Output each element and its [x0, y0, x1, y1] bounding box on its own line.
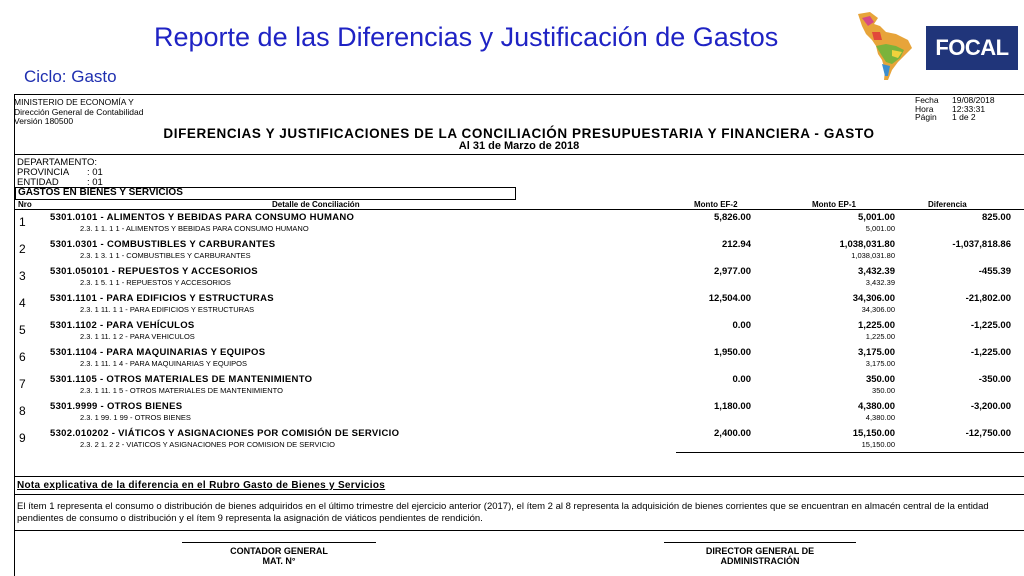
focal-logo: FOCAL — [926, 26, 1018, 70]
amount-ef2: 2,400.00 — [714, 428, 751, 439]
item-subaccount: 2.3. 1 1. 1 1 - ALIMENTOS Y BEBIDAS PARA CONSUMO HUMANO — [80, 224, 309, 233]
item-account: 5301.1102 - PARA VEHÍCULOS — [50, 320, 195, 331]
amount-diferencia: -21,802.00 — [965, 293, 1011, 304]
item-number: 1 — [19, 215, 26, 229]
latin-america-map-logo — [852, 10, 916, 82]
item-number: 9 — [19, 431, 26, 445]
amount-ep1-detail: 3,175.00 — [865, 359, 895, 368]
table-row — [14, 266, 1024, 293]
dept-label: DEPARTAMENTO: — [17, 157, 98, 168]
table-row — [14, 374, 1024, 401]
amount-ep1: 5,001.00 — [858, 212, 895, 223]
amount-diferencia: -455.39 — [978, 266, 1011, 277]
amount-ep1: 3,432.39 — [858, 266, 895, 277]
table-row — [14, 293, 1024, 320]
nota-box — [14, 476, 1024, 576]
slide-title: Reporte de las Diferencias y Justificación de Gastos — [154, 22, 779, 52]
meta-value: 19/08/2018 — [952, 95, 995, 105]
item-subaccount: 2.3. 2 1. 2 2 - VIATICOS Y ASIGNACIONES POR COMISION DE SERVICIO — [80, 440, 335, 449]
amount-ep1-detail: 1,038,031.80 — [851, 251, 895, 260]
dept-label: PROVINCIA — [17, 167, 70, 178]
item-account: 5301.9999 - OTROS BIENES — [50, 401, 183, 412]
header-rule — [14, 154, 1024, 155]
report-meta — [915, 96, 995, 122]
amount-ep1-detail: 5,001.00 — [865, 224, 895, 233]
total-rule — [676, 452, 1024, 453]
amount-ep1-detail: 15,150.00 — [861, 440, 895, 449]
item-number: 6 — [19, 350, 26, 364]
amount-ep1: 34,306.00 — [852, 293, 895, 304]
col-ef2: Monto EF-2 — [694, 200, 738, 209]
col-nro: Nro — [18, 200, 32, 209]
amount-ef2: 12,504.00 — [708, 293, 751, 304]
signature-line1: DIRECTOR GENERAL DE — [705, 546, 815, 556]
item-subaccount: 2.3. 1 11. 1 2 - PARA VEHICULOS — [80, 332, 195, 341]
table-row — [14, 320, 1024, 347]
org-line: Versión 180500 — [14, 116, 74, 126]
item-account: 5301.0101 - ALIMENTOS Y BEBIDAS PARA CONSUMO HUMANO — [50, 212, 355, 223]
org-line: MINISTERIO DE ECONOMÍA Y — [14, 97, 134, 107]
amount-ef2: 0.00 — [732, 320, 751, 331]
item-account: 5301.050101 - REPUESTOS Y ACCESORIOS — [50, 266, 258, 277]
meta-label: Fecha — [915, 95, 939, 105]
signature-director — [664, 542, 856, 566]
amount-ep1-detail: 34,306.00 — [861, 305, 895, 314]
amount-ef2: 5,826.00 — [714, 212, 751, 223]
dept-label: ENTIDAD — [17, 177, 59, 188]
signature-line1: CONTADOR GENERAL — [230, 546, 328, 556]
amount-ef2: 1,950.00 — [714, 347, 751, 358]
amount-ep1: 4,380.00 — [858, 401, 895, 412]
item-account: 5302.010202 - VIÁTICOS Y ASIGNACIONES POR COMISIÓN DE SERVICIO — [50, 428, 400, 439]
item-subaccount: 2.3. 1 99. 1 99 - OTROS BIENES — [80, 413, 191, 422]
amount-ep1: 350.00 — [865, 374, 895, 385]
top-rule — [14, 94, 1024, 95]
department-block — [17, 158, 103, 188]
section-title: GASTOS EN BIENES Y SERVICIOS — [15, 187, 516, 200]
amount-ef2: 0.00 — [732, 374, 751, 385]
item-number: 8 — [19, 404, 26, 418]
item-subaccount: 2.3. 1 11. 1 1 - PARA EDIFICIOS Y ESTRUCTURAS — [80, 305, 255, 314]
col-ep1: Monto EP-1 — [812, 200, 856, 209]
item-number: 4 — [19, 296, 26, 310]
left-border — [14, 94, 15, 576]
signature-line2: ADMINISTRACIÓN — [720, 556, 800, 566]
amount-ep1-detail: 3,432.39 — [865, 278, 895, 287]
amount-diferencia: -3,200.00 — [970, 401, 1011, 412]
item-account: 5301.1104 - PARA MAQUINARIAS Y EQUIPOS — [50, 347, 266, 358]
table-row — [14, 212, 1024, 239]
amount-ep1: 15,150.00 — [852, 428, 895, 439]
item-subaccount: 2.3. 1 11. 1 4 - PARA MAQUINARIAS Y EQUIPOS — [80, 359, 248, 368]
column-header-rule — [14, 209, 1024, 210]
amount-diferencia: -1,037,818.86 — [952, 239, 1011, 250]
signature-contador — [182, 542, 376, 566]
col-diferencia: Diferencia — [928, 200, 967, 209]
dept-value: : 01 — [87, 177, 103, 188]
item-account: 5301.0301 - COMBUSTIBLES Y CARBURANTES — [50, 239, 276, 250]
amount-diferencia: -1,225.00 — [970, 320, 1011, 331]
item-number: 2 — [19, 242, 26, 256]
nota-bottom-rule — [14, 530, 1024, 531]
amount-ep1: 3,175.00 — [858, 347, 895, 358]
table-row — [14, 428, 1024, 455]
item-account: 5301.1105 - OTROS MATERIALES DE MANTENIMIENTO — [50, 374, 313, 385]
item-number: 3 — [19, 269, 26, 283]
item-number: 5 — [19, 323, 26, 337]
amount-ef2: 212.94 — [721, 239, 751, 250]
nota-separator — [14, 494, 1024, 495]
amount-ef2: 2,977.00 — [714, 266, 751, 277]
nota-text: El ítem 1 representa el consumo o distribución de bienes adquiridos en el último trimestre del ejercicio anterior (2017), el ítem 2 al 8 representa la adquisición de bienes corrientes que se encuentran en almacén central de la entidad pendientes de consumo o distribución y el ítem 9 representa la asignación de viáticos pendientes de rendición. — [17, 501, 989, 524]
amount-ep1-detail: 1,225.00 — [865, 332, 895, 341]
amount-diferencia: -1,225.00 — [970, 347, 1011, 358]
meta-value: 1 de 2 — [952, 112, 976, 122]
amount-diferencia: -350.00 — [978, 374, 1011, 385]
amount-ep1: 1,225.00 — [858, 320, 895, 331]
table-row — [14, 401, 1024, 428]
table-row — [14, 347, 1024, 374]
meta-label: Págin — [915, 112, 937, 122]
amount-ep1-detail: 4,380.00 — [865, 413, 895, 422]
meta-label: Hora — [915, 103, 934, 114]
nota-title: Nota explicativa de la diferencia en el Rubro Gasto de Bienes y Servicios — [17, 480, 386, 491]
org-header — [14, 98, 143, 127]
amount-ep1: 1,038,031.80 — [839, 239, 895, 250]
amount-ef2: 1,180.00 — [714, 401, 751, 412]
report-date: Al 31 de Marzo de 2018 — [458, 140, 580, 152]
table-row — [14, 239, 1024, 266]
item-subaccount: 2.3. 1 5. 1 1 - REPUESTOS Y ACCESORIOS — [80, 278, 231, 287]
org-line: Dirección General de Contabilidad — [14, 106, 144, 117]
item-subaccount: 2.3. 1 3. 1 1 - COMBUSTIBLES Y CARBURANTES — [80, 251, 251, 260]
signature-line2: MAT. N° — [262, 556, 296, 566]
slide-subtitle: Ciclo: Gasto — [24, 67, 117, 86]
amount-diferencia: -12,750.00 — [965, 428, 1011, 439]
dept-value: : 01 — [87, 167, 103, 178]
item-subaccount: 2.3. 1 11. 1 5 - OTROS MATERIALES DE MANTENIMIENTO — [80, 386, 283, 395]
report-title: DIFERENCIAS Y JUSTIFICACIONES DE LA CONCILIACIÓN PRESUPUESTARIA Y FINANCIERA - GASTO — [163, 126, 875, 141]
item-number: 7 — [19, 377, 26, 391]
meta-value: 12:33:31 — [952, 103, 986, 114]
amount-diferencia: 825.00 — [981, 212, 1011, 223]
report-document — [14, 94, 1024, 576]
col-detalle: Detalle de Conciliación — [272, 200, 360, 209]
item-account: 5301.1101 - PARA EDIFICIOS Y ESTRUCTURAS — [50, 293, 274, 304]
amount-ep1-detail: 350.00 — [872, 386, 895, 395]
